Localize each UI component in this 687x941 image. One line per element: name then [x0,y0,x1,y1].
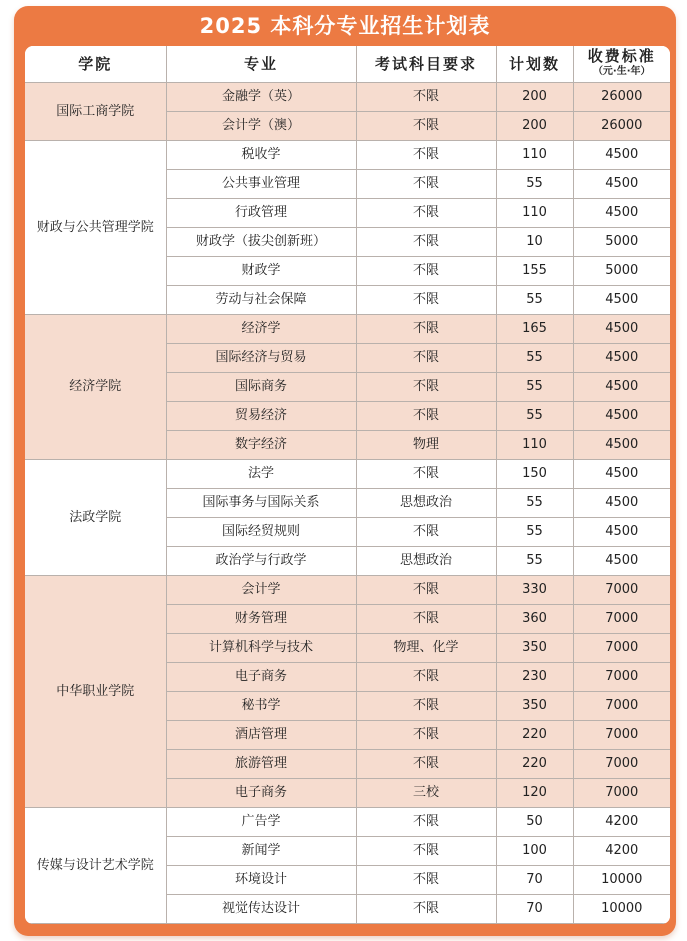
exam-requirement-cell: 不限 [356,895,496,924]
exam-requirement-cell: 不限 [356,112,496,141]
major-cell: 电子商务 [166,663,356,692]
fee-cell: 4500 [573,431,670,460]
table-row [25,141,670,170]
college-cell: 法政学院 [25,460,166,576]
plan-count-cell: 330 [496,576,573,605]
table-row [25,460,670,489]
fee-cell: 7000 [573,779,670,808]
fee-cell: 4500 [573,402,670,431]
plan-count-cell: 350 [496,634,573,663]
exam-requirement-cell: 三校 [356,779,496,808]
table-body [25,83,670,924]
fee-cell: 10000 [573,866,670,895]
major-cell: 广告学 [166,808,356,837]
exam-requirement-cell: 不限 [356,286,496,315]
header-college: 学院 [25,46,166,83]
college-cell: 传媒与设计艺术学院 [25,808,166,924]
plan-count-cell: 55 [496,170,573,199]
fee-cell: 5000 [573,228,670,257]
major-cell: 法学 [166,460,356,489]
exam-requirement-cell: 不限 [356,199,496,228]
plan-count-cell: 55 [496,402,573,431]
major-cell: 酒店管理 [166,721,356,750]
table-row [25,315,670,344]
major-cell: 公共事业管理 [166,170,356,199]
major-cell: 计算机科学与技术 [166,634,356,663]
fee-cell: 4500 [573,199,670,228]
exam-requirement-cell: 不限 [356,315,496,344]
table-row [25,808,670,837]
plan-count-cell: 360 [496,605,573,634]
major-cell: 金融学（英） [166,83,356,112]
exam-requirement-cell: 思想政治 [356,489,496,518]
major-cell: 财政学（拔尖创新班） [166,228,356,257]
major-cell: 新闻学 [166,837,356,866]
college-cell: 国际工商学院 [25,83,166,141]
fee-cell: 4500 [573,373,670,402]
major-cell: 视觉传达设计 [166,895,356,924]
exam-requirement-cell: 不限 [356,750,496,779]
table-row [25,83,670,112]
plan-count-cell: 70 [496,866,573,895]
exam-requirement-cell: 不限 [356,373,496,402]
fee-cell: 4500 [573,315,670,344]
major-cell: 数字经济 [166,431,356,460]
plan-count-cell: 220 [496,750,573,779]
exam-requirement-cell: 不限 [356,837,496,866]
major-cell: 会计学（澳） [166,112,356,141]
exam-requirement-cell: 不限 [356,866,496,895]
fee-cell: 4500 [573,344,670,373]
exam-requirement-cell: 不限 [356,721,496,750]
exam-requirement-cell: 不限 [356,576,496,605]
plan-count-cell: 200 [496,83,573,112]
fee-cell: 4200 [573,837,670,866]
table-header-row [25,46,670,83]
exam-requirement-cell: 物理 [356,431,496,460]
fee-cell: 26000 [573,83,670,112]
plan-count-cell: 70 [496,895,573,924]
college-cell: 财政与公共管理学院 [25,141,166,315]
fee-cell: 7000 [573,750,670,779]
plan-count-cell: 110 [496,431,573,460]
table-row [25,576,670,605]
exam-requirement-cell: 不限 [356,518,496,547]
plan-count-cell: 50 [496,808,573,837]
header-fee-unit: （元·生·年） [592,66,651,77]
exam-requirement-cell: 不限 [356,83,496,112]
exam-requirement-cell: 不限 [356,402,496,431]
major-cell: 国际商务 [166,373,356,402]
major-cell: 财政学 [166,257,356,286]
plan-count-cell: 55 [496,489,573,518]
exam-requirement-cell: 不限 [356,460,496,489]
exam-requirement-cell: 不限 [356,344,496,373]
plan-count-cell: 165 [496,315,573,344]
major-cell: 劳动与社会保障 [166,286,356,315]
major-cell: 行政管理 [166,199,356,228]
plan-count-cell: 220 [496,721,573,750]
major-cell: 旅游管理 [166,750,356,779]
exam-requirement-cell: 不限 [356,808,496,837]
header-plan: 计划数 [496,46,573,83]
plan-count-cell: 110 [496,199,573,228]
plan-count-cell: 200 [496,112,573,141]
plan-count-cell: 230 [496,663,573,692]
exam-requirement-cell: 不限 [356,257,496,286]
fee-cell: 4500 [573,170,670,199]
major-cell: 财务管理 [166,605,356,634]
exam-requirement-cell: 物理、化学 [356,634,496,663]
plan-count-cell: 55 [496,344,573,373]
college-cell: 中华职业学院 [25,576,166,808]
major-cell: 国际经贸规则 [166,518,356,547]
plan-count-cell: 55 [496,547,573,576]
fee-cell: 5000 [573,257,670,286]
college-cell: 经济学院 [25,315,166,460]
plan-count-cell: 10 [496,228,573,257]
major-cell: 经济学 [166,315,356,344]
fee-cell: 4500 [573,547,670,576]
exam-requirement-cell: 不限 [356,141,496,170]
exam-requirement-cell: 不限 [356,605,496,634]
fee-cell: 4500 [573,460,670,489]
exam-requirement-cell: 不限 [356,663,496,692]
table-container [25,46,670,924]
header-fee [573,46,670,83]
plan-count-cell: 55 [496,518,573,547]
fee-cell: 4200 [573,808,670,837]
plan-count-cell: 55 [496,373,573,402]
plan-count-cell: 350 [496,692,573,721]
plan-count-cell: 120 [496,779,573,808]
enrollment-table [25,46,670,924]
major-cell: 政治学与行政学 [166,547,356,576]
fee-cell: 7000 [573,605,670,634]
page-title: 2025 本科分专业招生计划表 [199,14,491,38]
fee-cell: 4500 [573,141,670,170]
major-cell: 国际事务与国际关系 [166,489,356,518]
major-cell: 会计学 [166,576,356,605]
plan-count-cell: 55 [496,286,573,315]
fee-cell: 26000 [573,112,670,141]
major-cell: 国际经济与贸易 [166,344,356,373]
fee-cell: 7000 [573,663,670,692]
fee-cell: 7000 [573,721,670,750]
plan-count-cell: 110 [496,141,573,170]
fee-cell: 4500 [573,286,670,315]
fee-cell: 4500 [573,489,670,518]
major-cell: 电子商务 [166,779,356,808]
fee-cell: 7000 [573,692,670,721]
major-cell: 税收学 [166,141,356,170]
fee-cell: 10000 [573,895,670,924]
exam-requirement-cell: 不限 [356,170,496,199]
header-major: 专业 [166,46,356,83]
header-exam: 考试科目要求 [356,46,496,83]
plan-count-cell: 150 [496,460,573,489]
plan-count-cell: 155 [496,257,573,286]
exam-requirement-cell: 不限 [356,692,496,721]
major-cell: 环境设计 [166,866,356,895]
fee-cell: 7000 [573,634,670,663]
plan-card [14,6,676,936]
fee-cell: 7000 [573,576,670,605]
major-cell: 贸易经济 [166,402,356,431]
major-cell: 秘书学 [166,692,356,721]
exam-requirement-cell: 思想政治 [356,547,496,576]
header-fee-label: 收费标准 [587,47,656,65]
plan-count-cell: 100 [496,837,573,866]
fee-cell: 4500 [573,518,670,547]
exam-requirement-cell: 不限 [356,228,496,257]
